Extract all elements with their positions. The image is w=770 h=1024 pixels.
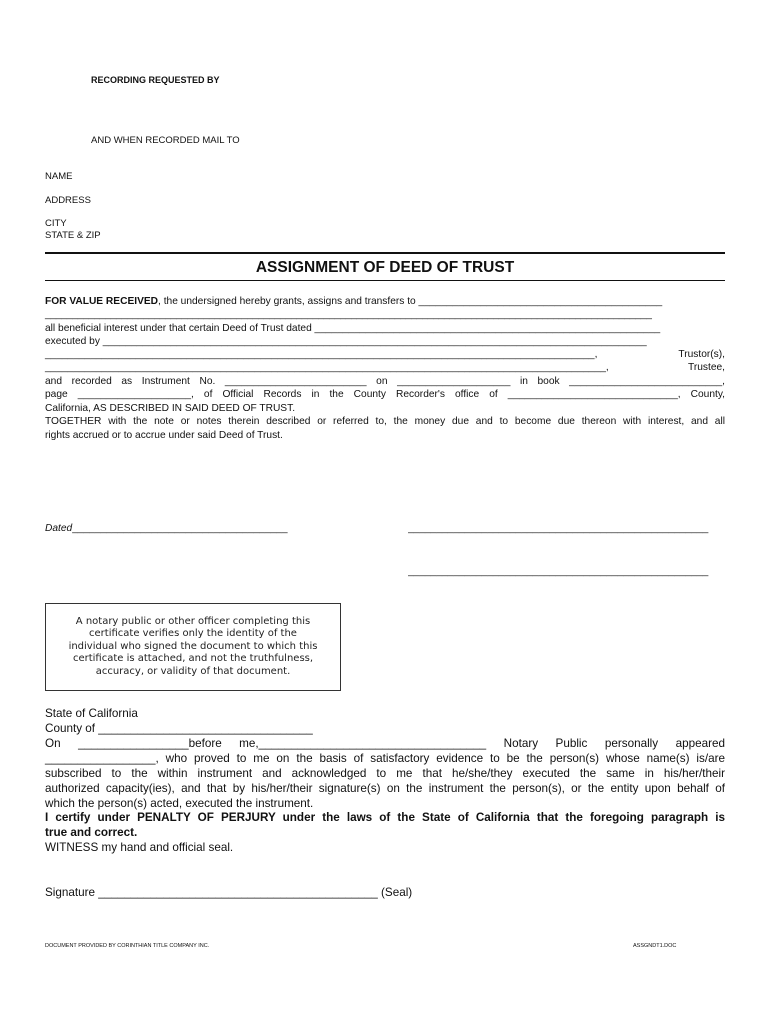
ack-perjury-line-1: I certify under PENALTY OF PERJURY under the laws of the State of California that the foregoing paragraph is [45,811,725,824]
for-value-received: FOR VALUE RECEIVED [45,296,159,307]
notary-notice-line-4: certificate is attached, and not the truthfulness, [72,653,314,665]
footer-provider: DOCUMENT PROVIDED BY CORINTHIAN TITLE COMPANY INC. [45,943,210,949]
document-title: ASSIGNMENT OF DEED OF TRUST [255,259,515,276]
signature-line-2: _____________________________________________________ [408,566,709,577]
ack-on-line: On _________________before me,___________________________________ Notary Public personally appeared [45,737,725,750]
body-line-3: all beneficial interest under that certain Deed of Trust dated _____________________________________________________________ [45,323,661,334]
dated-line [45,523,288,534]
body-line-9: California, AS DESCRIBED IN SAID DEED OF TRUST. [45,403,296,414]
ack-line-5: which the person(s) acted, executed the instrument. [45,797,314,810]
body-line-6: ___________________________________________________________________________________________________, Trustee, [45,362,725,373]
ack-witness: WITNESS my hand and official seal. [45,841,234,854]
title-top-rule [45,252,725,254]
body-line-8: page ____________________, of Official Records in the County Recorder's office of ______________________________, County, [45,389,725,400]
footer-filename: ASSGNDT1.DOC [633,943,677,949]
body-line-4: executed by ________________________________________________________________________________________________ [45,336,647,347]
notary-notice-box [45,603,341,691]
body-line-7: and recorded as Instrument No. _________________________ on ____________________ in book ___________________________, [45,376,725,387]
title-bottom-rule [45,280,725,281]
body-line-1 [45,296,662,307]
ack-signature-line: Signature ___________________________________________ (Seal) [45,886,413,899]
body-line-11: rights accrued or to accrue under said Deed of Trust. [45,430,283,441]
recording-requested-by: RECORDING REQUESTED BY [91,75,220,85]
dated-label: Dated [45,523,73,534]
dated-blank: ______________________________________ [72,523,288,534]
name-label: NAME [45,171,73,182]
ack-county: County of _________________________________ [45,722,313,735]
notary-notice-text [46,616,340,678]
body-line-10: TOGETHER with the note or notes therein described or referred to, the money due and to become due thereon with interest, and all [45,416,725,427]
notary-notice-line-3: individual who signed the document to which this [68,640,318,652]
notary-notice-line-2: certificate verifies only the identity of the [89,628,297,640]
city-label: CITY [45,218,67,229]
ack-line-4: authorized capacity(ies), and that by his/her/their signature(s) on the instrument the person(s), or the entity upon behalf of [45,782,725,795]
address-label: ADDRESS [45,195,91,206]
state-zip-label: STATE & ZIP [45,230,101,241]
ack-line-3: subscribed to the within instrument and acknowledged to me that he/she/they executed the same in his/her/their [45,767,725,780]
body-line-5: _________________________________________________________________________________________________, Trustor(s), [45,349,725,360]
ack-perjury-line-2: true and correct. [45,826,138,839]
mail-to-label: AND WHEN RECORDED MAIL TO [91,135,240,146]
ack-line-2: _________________, who proved to me on the basis of satisfactory evidence to be the person(s) whose name(s) is/are [45,752,725,765]
body-line-1-rest: , the undersigned hereby grants, assigns and transfers to ___________________________________________ [158,296,663,307]
notary-notice-line-5: accuracy, or validity of that document. [95,665,291,677]
ack-state: State of California [45,707,138,720]
body-line-2: _______________________________________________________________________________________________________________ [45,309,652,320]
signature-line-1: _____________________________________________________ [408,523,709,534]
notary-notice-line-1: A notary public or other officer completing this [75,616,311,627]
